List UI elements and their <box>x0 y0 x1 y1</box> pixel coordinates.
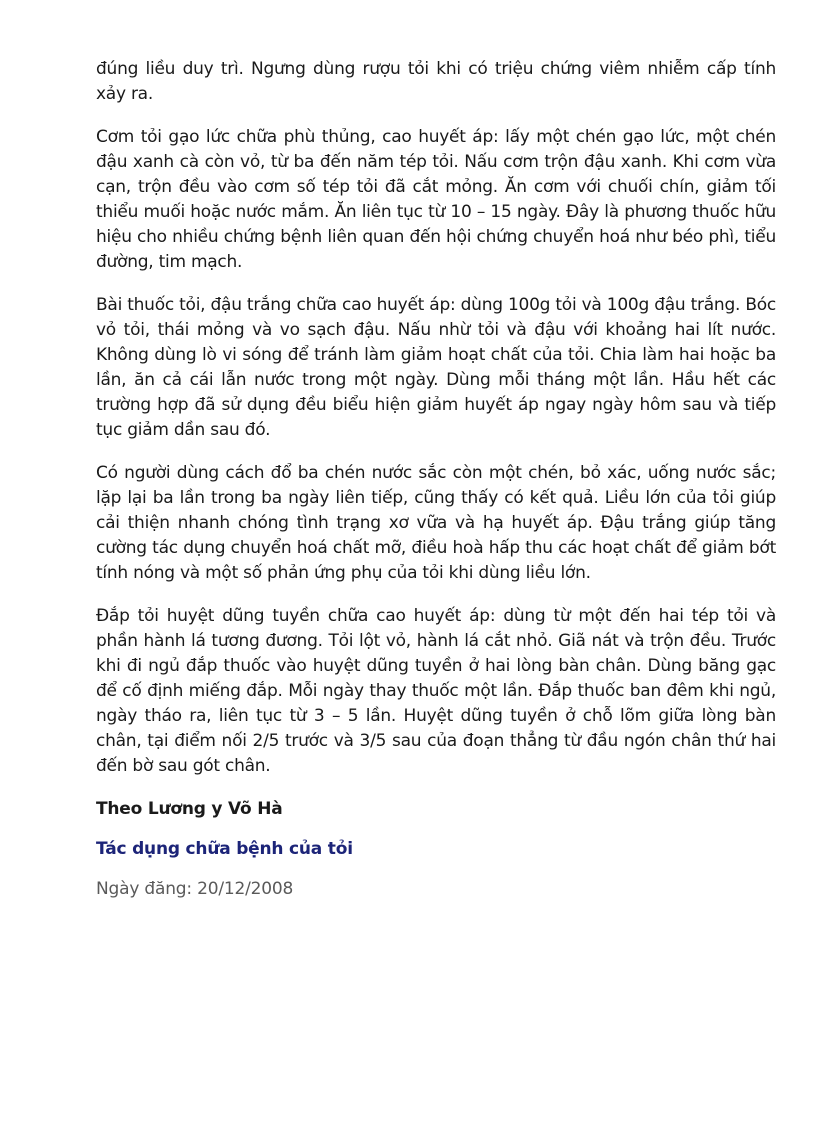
paragraph-decoction-method: Có người dùng cách đổ ba chén nước sắc còn một chén, bỏ xác, uống nước sắc; lặp lại ba lần trong ba ngày liên tiếp, cũng thấy có kết quả. Liều lớn của tỏi giúp cải thiện nhanh chóng tình trạng xơ vữa và hạ huyết áp. Đậu trắng giúp tăng cường tác dụng chuyển hoá chất mỡ, điều hoà hấp thu các hoạt chất để giảm bớt tính nóng và một số phản ứng phụ của tỏi khi dùng liều lớn. <box>96 463 776 583</box>
paragraph-acupoint-poultice: Đắp tỏi huyệt dũng tuyền chữa cao huyết áp: dùng từ một đến hai tép tỏi và phần hành lá tương đương. Tỏi lột vỏ, hành lá cắt nhỏ. Giã nát và trộn đều. Trước khi đi ngủ đắp thuốc vào huyệt dũng tuyền ở hai lòng bàn chân. Dùng băng gạc để cố định miếng đắp. Mỗi ngày thay thuốc một lần. Đắp thuốc ban đêm khi ngủ, ngày tháo ra, liên tục từ 3 – 5 lần. Huyệt dũng tuyền ở chỗ lõm giữa lòng bàn chân, tại điểm nối 2/5 trước và 3/5 sau của đoạn thẳng từ đầu ngón chân thứ hai đến bờ sau gót chân. <box>96 606 776 776</box>
post-date: Ngày đăng: 20/12/2008 <box>96 879 294 899</box>
paragraph-dosage-note: đúng liều duy trì. Ngưng dùng rượu tỏi khi có triệu chứng viêm nhiễm cấp tính xảy ra. <box>96 59 776 104</box>
document-page <box>96 57 776 902</box>
article-title-link[interactable]: Tác dụng chữa bệnh của tỏi <box>96 839 353 859</box>
paragraph-garlic-white-bean-remedy: Bài thuốc tỏi, đậu trắng chữa cao huyết áp: dùng 100g tỏi và 100g đậu trắng. Bóc vỏ tỏi, thái mỏng và vo sạch đậu. Nấu nhừ tỏi và đậu với khoảng hai lít nước. Không dùng lò vi sóng để tránh làm giảm hoạt chất của tỏi. Chia làm hai hoặc ba lần, ăn cả cái lẫn nước trong một ngày. Dùng mỗi tháng một lần. Hầu hết các trường hợp đã sử dụng đều biểu hiện giảm huyết áp ngay ngày hôm sau và tiếp tục giảm dần sau đó. <box>96 295 776 440</box>
paragraph-garlic-rice-remedy: Cơm tỏi gạo lức chữa phù thủng, cao huyết áp: lấy một chén gạo lức, một chén đậu xanh cà còn vỏ, từ ba đến năm tép tỏi. Nấu cơm trộn đậu xanh. Khi cơm vừa cạn, trộn đều vào cơm số tép tỏi đã cắt mỏng. Ăn cơm với chuối chín, giảm tối thiểu muối hoặc nước mắm. Ăn liên tục từ 10 – 15 ngày. Đây là phương thuốc hữu hiệu cho nhiều chứng bệnh liên quan đến hội chứng chuyển hoá như béo phì, tiểu đường, tim mạch. <box>96 127 776 272</box>
author-credit: Theo Lương y Võ Hà <box>96 799 283 819</box>
